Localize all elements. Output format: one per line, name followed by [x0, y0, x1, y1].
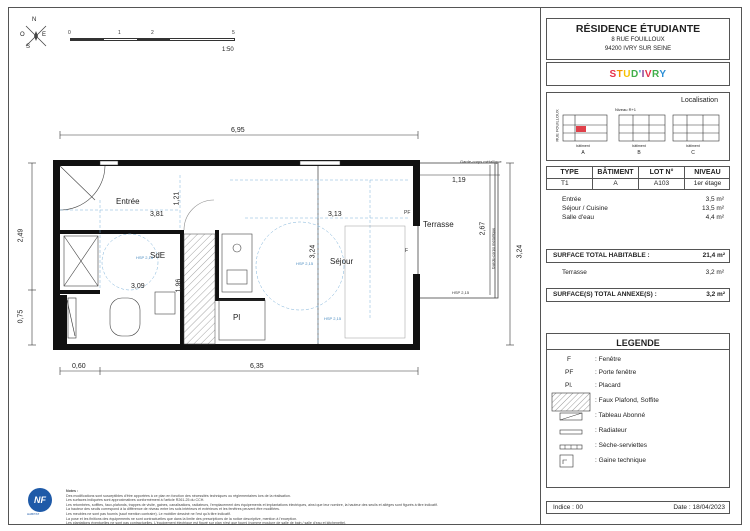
- tableau-abonne-icon: [559, 412, 583, 422]
- dim-bottom: 6,35: [250, 363, 264, 370]
- building-word-c: bâtiment: [686, 144, 700, 148]
- building-word-a: bâtiment: [576, 144, 590, 148]
- legend-label-gaine: : Gaine technique: [595, 457, 646, 464]
- nf-logo-sub: HABITAT: [27, 512, 40, 516]
- scale-tick-1: 1: [118, 30, 121, 36]
- cell-type: T1: [561, 180, 569, 187]
- room-area: 4,4 m²: [705, 214, 724, 221]
- room-label-placard: Pl: [233, 313, 241, 322]
- annex-area: 3,2 m²: [705, 269, 724, 276]
- dim-entree-w: 3,81: [150, 211, 164, 218]
- legend-label-radiateur: : Radiateur: [595, 427, 627, 434]
- footer-box: [546, 501, 730, 514]
- legend-title: LEGENDE: [616, 338, 660, 348]
- label-pf: PF: [404, 210, 411, 216]
- radiateur-icon: [559, 428, 583, 436]
- notes: [66, 489, 536, 526]
- note-line: Des modifications sont susceptibles d'être apportées à ce plan en fonction des nécessités techniques ou réglementaires lors de la réalisation.: [66, 493, 291, 498]
- legend-key-f: F: [567, 356, 571, 363]
- building-c-label: C: [691, 150, 695, 156]
- legend-key-pl: Pl.: [565, 382, 573, 389]
- building-word-b: bâtiment: [632, 144, 646, 148]
- dim-bottom-left: 0,60: [72, 363, 86, 370]
- dim-sejour-w: 3,13: [328, 211, 342, 218]
- col-header-type: TYPE: [560, 169, 579, 176]
- scale-tick-2: 2: [151, 30, 154, 36]
- room-name: Entrée: [562, 196, 582, 203]
- note-line: La hauteur des seuils correspond à la différence de niveau entre les sols intérieurs et extérieurs et les fenêtres peuvent être modifiées.: [66, 507, 280, 512]
- localisation-level: Niveau R+1: [615, 107, 637, 112]
- room-area: 3,5 m²: [705, 196, 724, 203]
- col-header-lot: LOT N°: [649, 169, 674, 176]
- title-box: [546, 18, 730, 60]
- compass-e: E: [42, 32, 47, 38]
- room-label-sde: SdE: [150, 251, 166, 260]
- scale-tick-5: 5: [232, 30, 235, 36]
- compass-n: N: [32, 17, 37, 23]
- surface-habitable-value: 21,4 m²: [702, 252, 725, 259]
- legend-label-f: : Fenêtre: [595, 356, 622, 363]
- cell-lot: A103: [653, 180, 670, 187]
- surface-annexe-label: SURFACE(S) TOTAL ANNEXE(S) :: [553, 291, 657, 298]
- label-hsp-b: HSP 2,15: [296, 261, 314, 266]
- surface-habitable-box: [546, 249, 730, 263]
- dim-top: 6,95: [231, 127, 245, 134]
- dim-left-upper: 2,49: [17, 228, 25, 243]
- note-line: Les plantations éventuelles ne sont pas contractuelles. L'équipement électrique est figuré sur plan n'est que fourni (nomme moulure de salle de bain / salle d'eau et kitchenette).: [66, 521, 347, 526]
- label-hsp-c: HSP 2,15: [324, 316, 342, 321]
- scale-tick-0: 0: [68, 30, 71, 36]
- cell-niveau: 1er étage: [693, 180, 722, 187]
- label-hsp-d: HSP 2,15: [452, 290, 470, 295]
- seche-serviettes-icon: [559, 443, 583, 451]
- compass-w: O: [20, 32, 25, 38]
- room-area: 13,5 m²: [701, 205, 724, 212]
- label-f: F: [405, 248, 409, 254]
- dim-left-lower: 0,75: [17, 309, 25, 324]
- building-b-label: B: [637, 150, 641, 156]
- dim-sde-h: 1,96: [175, 278, 183, 293]
- dim-terrace-width: 1,19: [452, 177, 466, 184]
- index-label: Indice : 00: [553, 504, 583, 511]
- date-label: Date : 18/04/2023: [673, 504, 725, 511]
- room-label-sejour: Séjour: [330, 257, 354, 266]
- legend-box: [546, 333, 730, 488]
- legend-label-seche: : Sèche-serviettes: [595, 442, 648, 449]
- label-garde-corps: Garde-corps métallique: [460, 159, 502, 164]
- note-line: Les surfaces indiquées sont approximatives conformément à l'article R261-25 du CCH.: [66, 498, 205, 503]
- room-label-entree: Entrée: [116, 197, 140, 206]
- residence-title: RÉSIDENCE ÉTUDIANTE: [575, 23, 701, 35]
- legend-key-pf: PF: [565, 369, 574, 376]
- brand-name: STUD'IVRY: [609, 68, 667, 80]
- address-line-1: 8 RUE FOUILLOUX: [611, 37, 665, 43]
- surface-habitable-label: SURFACE TOTAL HABITABLE :: [553, 252, 650, 259]
- room-name: Séjour / Cuisine: [562, 205, 608, 212]
- room-name: Salle d'eau: [562, 214, 594, 221]
- dim-entree-h: 1,21: [173, 191, 181, 206]
- building-a-label: A: [581, 150, 585, 156]
- col-header-niveau: NIVEAU: [694, 169, 721, 176]
- dim-right: 3,24: [516, 244, 524, 259]
- note-line: Les retombées, soffites, faux-plafonds, trappes de visite, gaines, canalisations, radiateurs, l'emplacement des équipements et implantations électriques, ainsi que leur nombre, la hauteur des seuils et allèges sont figurés à titre indicatif.: [66, 502, 438, 507]
- faux-plafond-swatch-icon: [551, 392, 591, 412]
- legend-label-pf: : Porte fenêtre: [595, 369, 637, 376]
- room-label-terrasse: Terrasse: [423, 220, 454, 229]
- dim-terrace-depth: 2,67: [479, 221, 487, 236]
- dim-sde-w: 3,09: [131, 283, 145, 290]
- label-garde-corps-v: Garde-corps métallique: [490, 227, 496, 270]
- localisation-map: [561, 111, 721, 147]
- studivry-logo: [547, 63, 729, 85]
- label-hsp-a: HSP 2,15: [136, 255, 154, 260]
- col-header-batiment: BÂTIMENT: [597, 169, 634, 176]
- brand-box: [546, 62, 730, 86]
- gaine-technique-icon: [559, 454, 575, 468]
- dim-sejour-h: 3,24: [309, 244, 317, 259]
- scale-ratio: 1:50: [222, 47, 234, 53]
- nf-habitat-logo: [28, 488, 52, 512]
- address-line-2: 94200 IVRY SUR SEINE: [604, 46, 672, 52]
- surface-annexe-box: [546, 288, 730, 302]
- surface-annexe-value: 3,2 m²: [706, 291, 725, 298]
- localisation-street: RUE FOUILLOUX: [554, 109, 560, 142]
- unit-table: [546, 166, 730, 190]
- legend-label-pl: : Placard: [595, 382, 621, 389]
- annex-name: Terrasse: [562, 269, 587, 276]
- legend-label-faux-plafond: : Faux Plafond, Soffite: [595, 397, 659, 404]
- cell-batiment: A: [613, 180, 618, 187]
- nf-logo-text: NF: [34, 494, 46, 505]
- localisation-title: Localisation: [681, 97, 718, 104]
- compass-s: S: [26, 44, 31, 50]
- note-line: Les meubles ne sont pas fournis (sauf mention contraire). Le mobilier dessiné ne l'est qu'à titre indicatif.: [66, 511, 231, 516]
- localisation-box: [546, 92, 730, 161]
- title-block-divider: [540, 7, 541, 525]
- note-line: Notes :: [66, 489, 79, 493]
- legend-label-tableau: : Tableau Abonné: [595, 412, 646, 419]
- note-line: La pose et les finitions des équipements ne sont contractuelles que dans la limite des prescriptions de la notice descriptive, mention à l'exception.: [66, 516, 298, 521]
